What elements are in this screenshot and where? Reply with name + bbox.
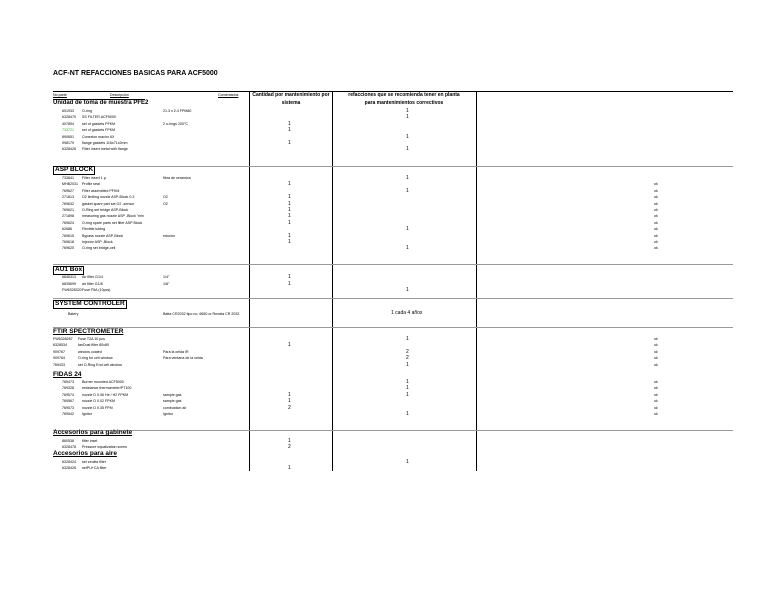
section-pfe2: Unidad de toma de muestra PFE2 [53,100,149,106]
fidas-desc: Ignitor [82,412,92,416]
asp-ok: ok [654,227,658,232]
asp-desc: O2 limiting nozzle ASP-Block 0.3 [82,195,135,200]
ftir-comment: Para ventana de la celda [163,356,203,361]
asp-pn: 769615 [62,233,74,238]
asp-qty: 1 [288,239,291,245]
asp-ok: ok [654,182,658,187]
aire-desc: setPU+CA filter [82,466,107,471]
section-ftir: FTIR SPECTROMETER [53,328,124,335]
pfe2-rec: 1 [406,114,409,121]
asp-desc: Injector ASP -Block [82,240,113,244]
asp-desc: O-ring set bridge-cell [82,246,116,251]
pfe2-rec: 1 [406,146,409,153]
asp-desc: Filter assembled PFKM [82,188,120,193]
pfe2-comment: 21.3 x 2.4 FPM80 [163,109,192,113]
section-rule [53,327,733,328]
asp-comment: eductor [163,233,175,238]
gabinete-pn: 860538 [62,439,74,443]
asp-pn: 769624 [62,220,74,225]
asp-qty: 1 [288,213,291,220]
asp-ok: ok [654,201,658,206]
ftir-comment: Para la celda IR [163,349,189,354]
pfe2-pn: 6328426 [62,147,76,152]
fidas-rec: 1 [406,379,409,385]
aire-pn: 6328424 [62,460,76,464]
asp-qty: 1 [288,207,291,213]
section-rule [53,166,733,167]
asp-ok: ok [654,220,658,225]
aire-desc: set zeolita filter [82,460,106,464]
ftir-ok: ok [654,356,658,361]
asp-qty: 1 [288,200,291,207]
asp-qty: 1 [288,194,291,201]
aire-rec: 1 [406,459,409,465]
ftir-desc: O-ring for cell window [78,356,113,361]
fidas-qty: 2 [288,404,291,411]
asp-rec: 1 [406,175,409,181]
au1-comment: 1/8" [163,281,170,286]
au1-rec: 1 [406,287,409,293]
au1-pn: 6835699 [62,281,76,286]
au1-pn: 6846313 [62,275,76,279]
asp-ok: ok [654,208,658,212]
document-title: ACF-NT REFACCIONES BASICAS PARA ACF5000 [53,70,218,77]
fidas-ok: ok [654,392,658,397]
ftir-ok: ok [654,349,658,354]
col-header-comments: Comentarios [218,93,239,97]
au1-desc: air filter G1/8 [82,281,103,286]
col-header-recommended: refacciones que se recomienda tener en planta para mantenimientos correctivos [348,92,460,106]
fidas-ok: ok [654,386,658,391]
ftir-pn: 909767 [53,349,65,354]
asp-ok: ok [654,188,658,193]
pfe2-pn: 6328470 [62,115,76,120]
asp-desc: O-Ring set bridge ASP-Block [82,208,129,212]
asp-pn: 769620 [62,246,74,251]
ftir-desc: set O-Ring End cell window [78,362,122,367]
system-battery-rec: 1 cada 4 años [391,310,423,316]
pfe2-pn: 890651 [62,134,74,139]
ftir-pn: FW6328287 [53,337,73,341]
asp-desc: Bypass nozzle ASP-Block [82,233,124,238]
pfe2-desc: flange gaskets 116x71x2mm [82,141,128,145]
asp-ok: ok [654,233,658,238]
pfe2-desc: SS FILTER ACF5000 [82,115,116,120]
section-rule [53,430,733,431]
au1-qty: 1 [288,280,291,287]
ftir-rec: 2 [406,355,409,362]
section-rule [53,264,733,265]
fidas-comment: sample gas [163,392,182,397]
asp-pn: 271898 [62,214,74,219]
fidas-desc: Burner mounted ACF5000 [82,380,124,384]
column-divider [249,91,250,471]
ftir-qty: 1 [288,342,291,349]
fidas-pn: 769473 [62,380,74,384]
ftir-rec: 1 [406,361,409,368]
au1-pn: FW6328320 [62,288,82,292]
asp-ok: ok [654,214,658,219]
ftir-pn: 6328534 [53,343,67,348]
pfe2-pn: 733721 [62,128,74,133]
fidas-desc: nozzle D 0.06 He / H2 FPKM [82,392,129,397]
ftir-rec: 2 [406,348,409,355]
pfe2-rec: 1 [406,108,409,114]
column-divider [476,91,477,471]
section-aire: Accesorios para aire [53,450,117,457]
fidas-pn: 769574 [62,392,74,397]
gabinete-qty: 1 [288,438,291,444]
ftir-ok: ok [654,362,658,367]
fidas-desc: resistance thermometer/PT100 [82,386,132,391]
section-pfe2-rule [53,99,145,100]
fidas-ok: ok [654,405,658,410]
section-fidas: FIDAS 24 [53,371,82,378]
au1-comment: 1/4" [163,275,170,279]
asp-comment: O2 [163,195,168,200]
asp-qty: 1 [288,232,291,239]
asp-pn: 62686 [62,227,72,232]
au1-qty: 1 [288,274,291,280]
gabinete-desc: Pressure equalization screw [82,445,127,450]
col-header-part-no: No.parte [53,93,67,97]
asp-pn: 769618 [62,240,74,244]
fidas-qty: 1 [288,391,291,398]
asp-desc: O-ring spare parts set filter ASP Block [82,220,143,225]
pfe2-desc: set of gaskets PFKM [82,121,116,126]
fidas-comment: Ignitor [163,412,173,416]
ftir-ok: ok [654,343,658,348]
asp-qty: 1 [288,219,291,226]
fidas-rec: 1 [406,385,409,392]
col-header-qty-maint: Cantidad por mantenimiento por sistema [252,92,330,106]
fidas-ok: ok [654,380,658,384]
asp-rec: 1 [406,226,409,233]
col-header-description: Descripción [110,93,129,97]
asp-comment: fibra de ceramica [163,176,191,180]
asp-ok: ok [654,240,658,244]
fidas-desc: nozzle D 0.02 FPKM [82,399,115,404]
pfe2-desc: set of gaskets FPKM [82,128,116,133]
pfe2-desc: Filter insert metal with flange [82,147,128,152]
ftir-pn: 769433 [53,362,65,367]
fidas-pn: 769328 [62,386,74,391]
fidas-desc: nozzle D 0.35 FPM [82,405,113,410]
asp-ok: ok [654,246,658,251]
asp-pn: 271813 [62,195,74,200]
aire-pn: 6328426 [62,466,76,471]
asp-rec: 1 [406,187,409,194]
pfe2-qty: 1 [288,120,291,127]
fidas-rec: 1 [406,391,409,398]
fidas-comment: sample gas [163,399,182,404]
pfe2-pn: 407894 [62,121,74,126]
ftir-rec: 1 [406,336,409,342]
asp-desc: measuring gas nozzle ASP -Block "min [82,214,144,219]
asp-desc: Flexible tubing [82,227,106,232]
section-system-controler: SYSTEM CONTROLER [55,300,125,307]
asp-rec: 1 [406,245,409,252]
au1-desc: Air filter G1/4 [82,275,103,279]
asp-pn: MHB2031 [62,182,78,187]
column-divider [332,91,333,471]
section-gabinete: Accesorios para gabinete [53,429,133,436]
asp-desc: Profile seal [82,182,100,187]
asp-pn: 769627 [62,188,74,193]
system-battery-comment: Batta CR2032 tipo no. 6650 or Renata CR 2032 [163,312,240,316]
ftir-desc: window coated [78,349,102,354]
asp-desc: Filter insert 1 µ [82,176,106,180]
pfe2-qty: 1 [288,140,291,146]
fidas-comment: combustion air [163,405,187,410]
ftir-pn: 909764 [53,356,65,361]
fidas-qty: 1 [288,398,291,405]
section-au1-box: AU1 Box [55,266,83,273]
asp-comment: O2 [163,201,168,206]
fidas-pn: 769573 [62,405,74,410]
pfe2-rec: 1 [406,133,409,140]
aire-qty: 1 [288,465,291,472]
ftir-ok: ok [654,337,658,341]
pfe2-pn: 998179 [62,141,74,145]
ftir-desc: fanDust filter 80x80 [78,343,109,348]
asp-pn: 769621 [62,208,74,212]
pfe2-desc: Conexion macho 6X [82,134,115,139]
section-asp-block: ASP BLOCK [55,166,94,173]
ftir-desc: Fuse T2A 10 pcs [78,337,105,341]
asp-desc: gasket spare part set O2 -sensor [82,201,135,206]
fidas-pn: 769567 [62,399,74,404]
section-rule [53,298,733,299]
asp-qty: 1 [288,181,291,188]
asp-ok: ok [654,195,658,200]
pfe2-desc: O-ring [82,109,92,113]
system-battery-desc: Batery [68,312,79,316]
asp-pn: 733841 [62,176,74,180]
fidas-pn: 769542 [62,412,74,416]
pfe2-pn: 601933 [62,109,74,113]
gabinete-qty: 2 [288,444,291,451]
asp-pn: 769632 [62,201,74,206]
pfe2-qty: 1 [288,127,291,134]
fidas-ok: ok [654,399,658,404]
gabinete-pn: 6328478 [62,445,76,450]
pfe2-comment: 2 o-rings 200°C [163,121,189,126]
fidas-ok: ok [654,412,658,416]
fidas-rec: 1 [406,411,409,417]
au1-desc: Fuse F5A (10pcs) [82,288,111,292]
gabinete-desc: filter inset [82,439,98,443]
